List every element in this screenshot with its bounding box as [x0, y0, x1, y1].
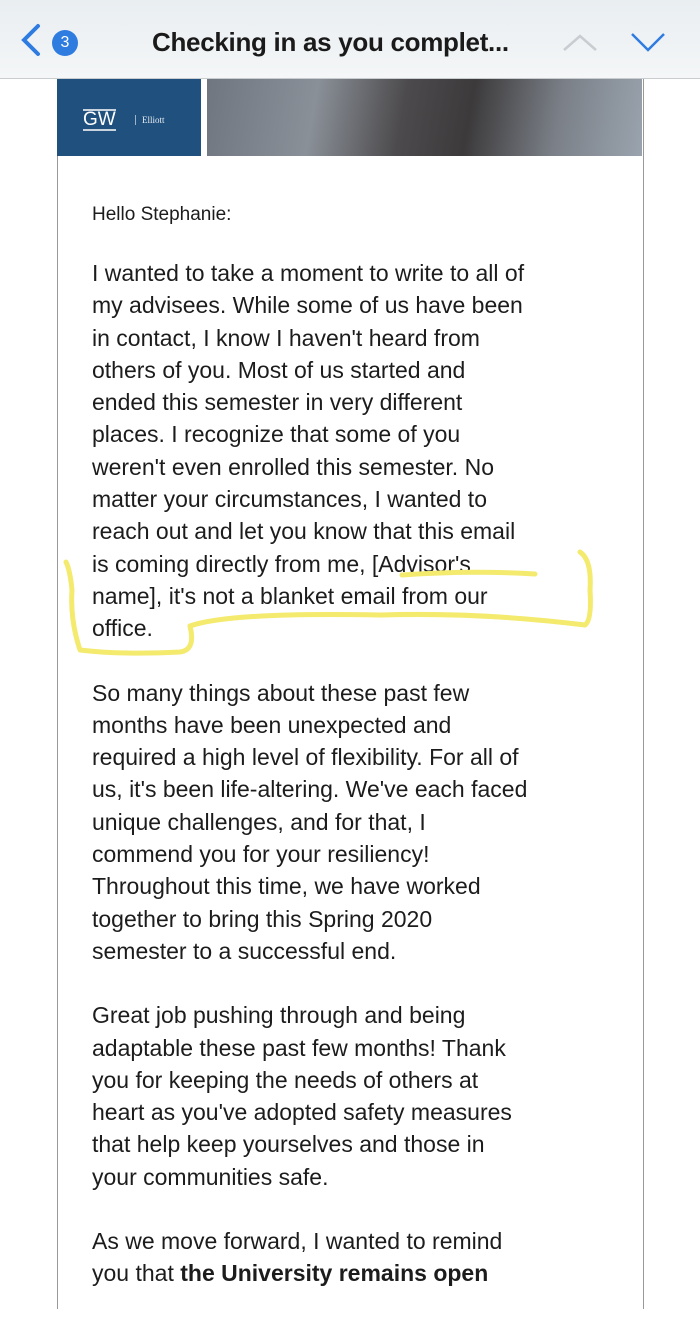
- text-line: commend you for your resiliency!: [92, 841, 430, 868]
- text-line: heart as you've adopted safety measures: [92, 1099, 512, 1126]
- header-banner-image: [207, 79, 642, 156]
- text-bold: the University remains open: [180, 1260, 489, 1287]
- text-line: As we move forward, I wanted to remind: [92, 1228, 503, 1255]
- text-line: us, it's been life-altering. We've each faced: [92, 776, 528, 803]
- text-line: in contact, I know I haven't heard from: [92, 324, 480, 351]
- text-line: I wanted to take a moment to write to all of: [92, 260, 525, 286]
- text-line: So many things about these past few: [92, 679, 470, 706]
- logo-gw: GW: [83, 109, 116, 130]
- logo-school: Elliott: [135, 115, 165, 125]
- text-line: weren't even enrolled this semester. No: [92, 453, 494, 480]
- text-line: name], it's not a blanket email from our: [92, 582, 488, 609]
- text-line: semester to a successful end.: [92, 937, 397, 964]
- text-line: reach out and let you know that this email: [92, 518, 516, 545]
- text-line: months have been unexpected and: [92, 711, 452, 738]
- back-chevron-icon[interactable]: [16, 22, 46, 58]
- text-line: adaptable these past few months! Thank: [92, 1034, 506, 1061]
- email-nav-bar: [0, 0, 700, 79]
- text-line: is coming directly from me, [Advisor's: [92, 550, 471, 577]
- text-line: office.: [92, 615, 153, 642]
- text-plain: you that: [92, 1260, 181, 1287]
- text-line: required a high level of flexibility. For all of: [92, 744, 519, 771]
- text-line: Great job pushing through and being: [92, 1002, 466, 1029]
- unread-count-badge[interactable]: 3: [52, 30, 78, 56]
- text-line: that help keep yourselves and those in: [92, 1131, 485, 1158]
- paragraph-4: [92, 1225, 622, 1290]
- text-line: ended this semester in very different: [92, 389, 463, 416]
- greeting: Hello Stephanie:: [92, 204, 232, 225]
- paragraph-3: [92, 999, 622, 1193]
- paragraph-2: [92, 677, 622, 968]
- text-line: places. I recognize that some of you: [92, 421, 461, 448]
- next-message-chevron-down-icon[interactable]: [628, 30, 668, 54]
- text-line: together to bring this Spring 2020: [92, 905, 433, 932]
- text-line: your communities safe.: [92, 1163, 329, 1190]
- email-subject-title: Checking in as you complet...: [152, 27, 509, 57]
- email-body: [92, 200, 622, 1322]
- text-line: [92, 1257, 622, 1289]
- paragraph-1: [92, 257, 622, 645]
- previous-message-chevron-up-icon[interactable]: [560, 30, 600, 54]
- text-line: matter your circumstances, I wanted to: [92, 486, 487, 513]
- text-line: you for keeping the needs of others at: [92, 1066, 479, 1093]
- gw-elliott-logo: [57, 79, 201, 156]
- text-line: others of you. Most of us started and: [92, 356, 466, 383]
- text-line: my advisees. While some of us have been: [92, 292, 523, 319]
- text-line: unique challenges, and for that, I: [92, 808, 426, 835]
- text-line: Throughout this time, we have worked: [92, 873, 481, 900]
